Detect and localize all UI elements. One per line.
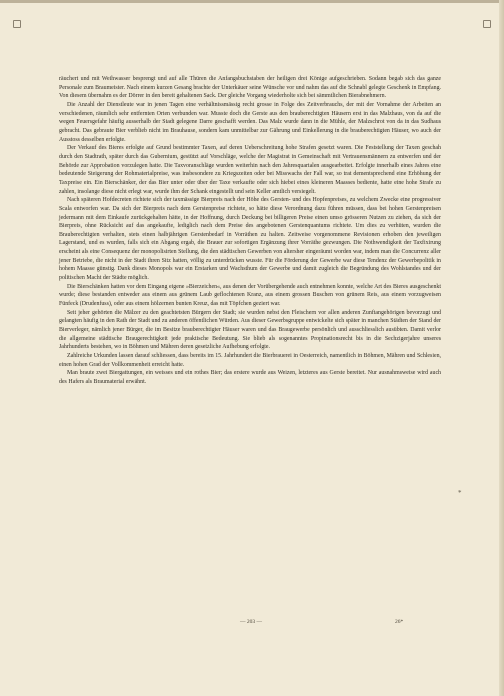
paragraph: räuchert und mit Weihwasser besprengt und auf alle Thüren die Anfangsbuchstaben der heiligen drei Könige aufgeschrieben. Sodann begab sich das ganze Personale zum Braumeister. Nach einem kurzen Gesang brachte der Unterkäuer seine Wünsche vor und nahm das auf die Schnabl gelegte Geschenk in Empfang. Von diesem übernahm es der Dörrer in den bereit gehaltenen Sack. Der gleiche Vorgang wiederholte sich bei sämmtlichen Bierabnehmern. — [59, 76, 441, 100]
paragraph: Die Anzahl der Dienstleute war in jenen Tagen eine verhältnissmässig recht grosse in Folge des Zeitverbrauchs, der mit der Vornahme der Arbeiten an verschiedenen, räumlich sehr entfernten Orten verbunden war. Musste doch die Gerste aus den brauberechtigten Häusern erst in das Malzhaus, von da auf die wegen Feuersgefahr häufig ausserhalb der Stadt gelegene Darre geschafft werden. Das Malz wurde dann in die Mühle, der Malzschrot von da in das Sudhaus gebracht. Das gebraute Bier verblieb nicht im Brauhause, sondern kam unmittelbar zur Gährung und Einkellerung in die brauberechtigten Häuser, wo auch der Ausstoss desselben erfolgte. — [59, 101, 441, 143]
scan-edge-right — [499, 0, 504, 696]
body-text — [59, 75, 441, 387]
paragraph: Seit jeher gehörten die Mälzer zu den geachtetsten Bürgern der Stadt; sie wurden nebst den Fleischern vor allen anderen Zunftangehörigen bevorzugt und gelangten häufig in den Rath der Stadt und zu anderen öffentlichen Würden. Aus dieser Gewerbsgruppe entwickelte sich später in manchen Städten der Stand der Bierverleger, nämlich jener Bürger, die im Besitze brauberechtigter Häuser waren und das Braugewerbe persönlich und ausschliesslich ausübten. Damit verlor die allgemeine städtische Braugerechtigkeit jede praktische Bedeutung. Sie blieb als sogenanntes Propinationsrecht bis in die Sechzigerjahre unseres Jahrhunderts bestehen, wo in Böhmen und Mähren deren gesetzliche Aufhebung erfolgte. — [59, 309, 441, 351]
signature-mark: 26* — [395, 619, 404, 625]
scan-edge-top — [0, 0, 504, 3]
margin-mark: * — [458, 489, 462, 497]
paragraph: Die Bierschänken hatten vor dem Eingang eigene »Bierzeichen«, aus denen der Vorübergehende auch entnehmen konnte, welche Art des Bieres ausgeschenkt wurde; diese bestanden entweder aus einem aus grünem Laub geflochtenen Kranz, aus einem grossen Buschen von grünem Reis, aus einem vorzugweisen Fünfeck (Drudenfuss), oder aus einem hölzernen bunten Kreuz, das mit Töpfchen geziert war. — [59, 283, 441, 308]
paragraph: Der Verkauf des Bieres erfolgte auf Grund bestimmter Taxen, auf deren Ueberschreitung hohe Strafen gesetzt waren. Die Feststellung der Taxen geschah durch den Stadtrath, später durch das Gubernium, gestützt auf Vorschläge, welche der Magistrat in Gemeinschaft mit Vertrauensmännern zu entwerfen und der Behörde zur Approbation vorzulegen hatte. Die Taxvoranschläge wurden weiterhin nach den Jahresquartalen ausgearbeitet. Erfolgte innerhalb eines Jahres eine bedeutende Steigerung der Rohmaterialpreise, was insbesondere zu Kriegszeiten oder bei Misswachs der Fall war, so trat dementsprechend eine Erhöhung der Taxpreise ein. Ein Bierschänker, der das Bier unter oder über der Taxe verkaufte oder sich hiebei eines kleineren Maasses bediente, hatte eine hohe Strafe zu zahlen, insolange diese nicht erlegt war, wurde ihm der Schank eingestellt und sein Keller amtlich versiegelt. — [59, 145, 441, 195]
page-number: — 203 — — [240, 619, 262, 625]
paragraph: Nach späteren Hofdecreten richtete sich der taxmässige Bierpreis nach der Höhe des Gersten- und des Hopfenpreises, zu welchem Zwecke eine progressiver Scala entworfen war. Da sich der Bierpreis nach dem Gerstenpreise richtete, so hätte diese Verordnung dazu führen müssen, dass bei hohen Gerstenpreisen jedermann mit dem Einkaufe zurückgehalten hätte, in der Hoffnung, durch Deckung bei billigeren Preise einen umso grösseren Nutzen zu ziehen, da sich der Bierpreis, ohne Rücksicht auf das angekaufte, lediglich nach dem Preise des angebotenen Gerstenquantums richtete. Um dies zu verhüten, wurden die Brauberechtigten verhalten, stets einen halbjährigen Gerstenbedarf in Vorräthen zu halten. Zeitweise vorgenommene Revisionen erhoben den jeweiligen Lagerstand, und es wurden, falls sich ein Abgang ergab, die Brauer zur sofortigen Ergänzung ihrer Vorräthe gezwungen. Die Nothwendigkeit der Taxfixirung erscheint als eine Consequenz der monopolisirten Stellung, die den städtischen Gewerben von altersher eingeräumt worden war, indem man die Concurrenz aller jener Betriebe, die nicht in der Stadt ihren Sitz hatten, völlig zu unterdrücken wusste. Für die Förderung der Gewerbe war diese Tendenz der Gewerbepolitik in hohem Maasse günstig. Dank dieses Monopols war ein Erstarken und Wachsthum der Gewerbe und damit zugleich die Begründung des Wohlstandes und der politischen Macht der Städte möglich. — [59, 197, 441, 282]
paragraph: Zahlreiche Urkunden lassen darauf schliessen, dass bereits im 15. Jahrhundert die Bierbrauerei in Oesterreich, namentlich in Böhmen, Mähren und Schlesien, einen hohen Grad der Vollkommenheit erreicht hatte. — [59, 353, 441, 368]
corner-mark-icon — [13, 20, 21, 28]
paragraph: Man braute zwei Biergattungen, ein weisses und ein rothes Bier; das erstere wurde aus Weizen, letzteres aus Gerste bereitet. Nur ausnahmsweise wird auch des Hafers als Braumaterial erwähnt. — [59, 370, 441, 385]
corner-mark-icon — [483, 20, 491, 28]
